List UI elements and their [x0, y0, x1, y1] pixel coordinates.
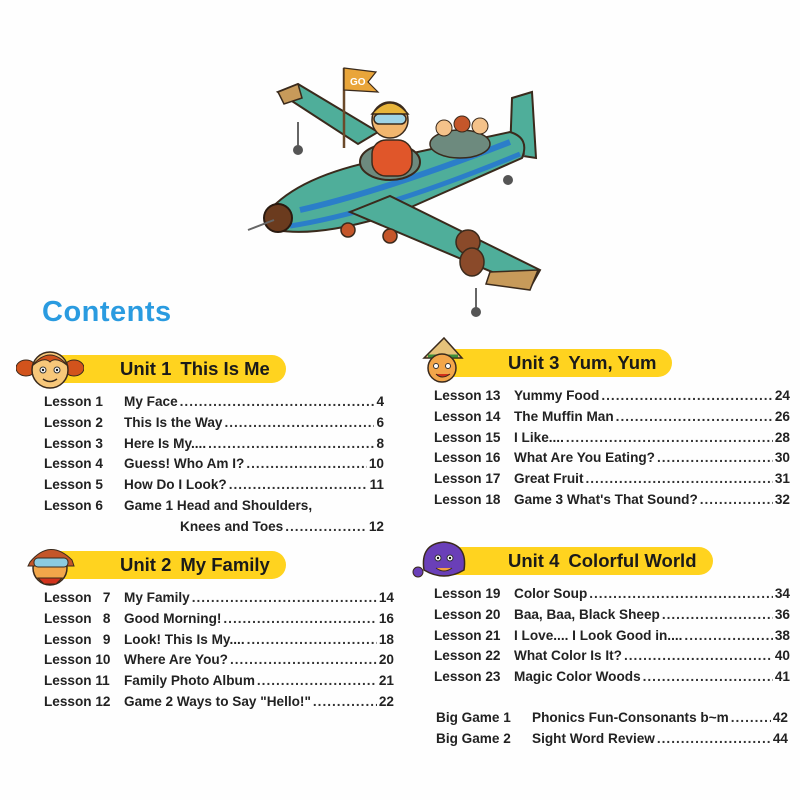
page-number: 21: [378, 673, 394, 689]
page-title: Contents: [42, 296, 172, 328]
unit-number: Unit 4: [508, 550, 560, 571]
lesson-title: Great Fruit: [514, 471, 584, 487]
page-number: 32: [774, 491, 790, 507]
unit-header: [410, 346, 790, 386]
leader-dots: [230, 650, 377, 671]
lesson-number: Lesson 12: [44, 693, 111, 709]
lesson-title: What Color Is It?: [514, 648, 622, 664]
lesson-list: [16, 588, 394, 713]
lesson-row[interactable]: [44, 609, 394, 630]
leader-dots: [257, 671, 377, 692]
lesson-title: I Like....: [514, 429, 564, 445]
lesson-list: [16, 392, 384, 538]
leader-dots: [616, 407, 773, 428]
lesson-number: Big Game 1: [436, 710, 511, 725]
unit-number: Unit 2: [120, 554, 172, 575]
page-number: 10: [368, 456, 384, 472]
lesson-number: Lesson 2: [44, 414, 103, 430]
page-number: 20: [378, 652, 394, 668]
lesson-number: Lesson 11: [44, 673, 110, 689]
big-game-row[interactable]: [436, 708, 788, 729]
lesson-number: Lesson 8: [44, 610, 111, 626]
leader-dots: [643, 667, 773, 688]
lesson-title: Sight Word Review: [532, 730, 655, 746]
lesson-row[interactable]: [44, 692, 394, 713]
pilot-boy-icon: [16, 538, 84, 588]
unit-name: This Is Me: [180, 358, 270, 379]
lesson-number: Lesson 19: [434, 586, 501, 601]
lesson-row[interactable]: [44, 650, 394, 671]
lesson-row[interactable]: [434, 584, 790, 605]
leader-dots: [684, 626, 772, 647]
page-number: 41: [774, 669, 790, 685]
page-number: 28: [774, 429, 790, 445]
lesson-number: Lesson 15: [434, 429, 501, 445]
lesson-row[interactable]: [434, 646, 790, 667]
page-number: 14: [378, 590, 394, 605]
page-number: 6: [376, 414, 384, 430]
unit-2-section: [16, 548, 392, 713]
lesson-title: Baa, Baa, Black Sheep: [514, 606, 660, 622]
airplane-illustration: [240, 62, 560, 322]
flag-text: GO: [350, 77, 366, 88]
lesson-row[interactable]: [434, 428, 790, 449]
lesson-row[interactable]: [434, 469, 790, 490]
lesson-title: Here Is My....: [124, 435, 207, 451]
leader-dots: [624, 646, 773, 667]
lesson-title: Game 1 Head and Shoulders,: [124, 497, 313, 513]
lesson-row[interactable]: [44, 496, 384, 517]
leader-dots: [313, 692, 377, 713]
lesson-row[interactable]: [44, 588, 394, 609]
lesson-row[interactable]: [434, 448, 790, 469]
sandwich-kid-icon: [410, 336, 478, 386]
unit-3-section: [410, 346, 790, 511]
unit-header: [410, 544, 790, 584]
unit-number: Unit 1: [120, 358, 172, 379]
lesson-number: Lesson 18: [434, 491, 501, 507]
page-number: 8: [376, 435, 384, 451]
page-number: 38: [774, 627, 790, 643]
lesson-title: Yummy Food: [514, 388, 600, 403]
lesson-row[interactable]: [44, 475, 384, 496]
purple-blob-icon: [410, 534, 478, 584]
page-number: 24: [774, 388, 790, 403]
lesson-row[interactable]: [44, 392, 384, 413]
lesson-row[interactable]: [44, 434, 384, 455]
lesson-row[interactable]: [434, 626, 790, 647]
page-number: 42: [772, 710, 788, 725]
lesson-number: Lesson 23: [434, 669, 501, 685]
leader-dots: [586, 469, 773, 490]
lesson-number: Lesson 7: [44, 590, 111, 605]
page-number: 12: [368, 518, 384, 534]
page-number: 31: [774, 471, 790, 487]
lesson-number: Big Game 2: [436, 730, 511, 746]
lesson-number: Lesson 14: [434, 408, 501, 424]
lesson-row[interactable]: [434, 490, 790, 511]
lesson-number: Lesson 6: [44, 497, 103, 513]
big-game-row[interactable]: [436, 729, 788, 750]
page-number: 40: [774, 648, 790, 664]
leader-dots: [208, 434, 374, 455]
lesson-row[interactable]: [44, 413, 384, 434]
leader-dots: [657, 448, 773, 469]
lesson-number: Lesson 3: [44, 435, 103, 451]
lesson-row[interactable]: [44, 517, 384, 538]
leader-dots: [224, 413, 374, 434]
big-game-list: [436, 708, 788, 750]
lesson-title: What Are You Eating?: [514, 450, 655, 466]
page-number: 11: [369, 477, 384, 493]
lesson-number: Lesson 10: [44, 652, 111, 668]
leader-dots: [566, 428, 773, 449]
lesson-title: Game 3 What's That Sound?: [514, 491, 698, 507]
lesson-row[interactable]: [434, 386, 790, 407]
lesson-title: This Is the Way: [124, 414, 223, 430]
lesson-number: Lesson 4: [44, 456, 103, 472]
page-number: 18: [378, 631, 394, 647]
unit-header: [16, 548, 392, 588]
leader-dots: [192, 588, 377, 609]
lesson-row[interactable]: [434, 407, 790, 428]
leader-dots: [589, 584, 773, 605]
leader-dots: [223, 609, 376, 630]
lesson-title: I Love.... I Look Good in....: [514, 627, 683, 643]
lesson-row[interactable]: [44, 454, 384, 475]
lesson-title: Game 2 Ways to Say "Hello!": [124, 693, 311, 709]
lesson-number: Lesson 20: [434, 606, 501, 622]
leader-dots: [601, 386, 773, 407]
leader-dots: [700, 490, 773, 511]
unit-name: My Family: [180, 554, 270, 575]
lesson-number: Lesson 22: [434, 648, 501, 664]
lesson-number: Lesson 9: [44, 631, 111, 647]
lesson-title: My Family: [124, 590, 190, 605]
lesson-title: Phonics Fun-Consonants b~m: [532, 710, 729, 725]
lesson-title: Look! This Is My....: [124, 631, 245, 647]
lesson-title: Good Morning!: [124, 610, 222, 626]
page-number: 36: [774, 606, 790, 622]
unit-header: [16, 352, 392, 392]
page-number: 34: [774, 586, 790, 601]
lesson-title: Family Photo Album: [124, 673, 255, 689]
lesson-number: Lesson 16: [434, 450, 501, 466]
lesson-title: How Do I Look?: [124, 477, 227, 493]
lesson-row[interactable]: [434, 605, 790, 626]
unit-4-section: [410, 544, 790, 688]
lesson-row[interactable]: [44, 630, 394, 651]
lesson-number: Lesson 17: [434, 471, 501, 487]
lesson-row[interactable]: [44, 671, 394, 692]
lesson-title: Guess! Who Am I?: [124, 456, 245, 472]
leader-dots: [247, 630, 377, 651]
leader-dots: [657, 729, 771, 750]
leader-dots: [285, 517, 367, 538]
unit-name: Colorful World: [568, 550, 697, 571]
lesson-row[interactable]: [434, 667, 790, 688]
page-number: 22: [378, 693, 394, 709]
lesson-list: [410, 584, 790, 688]
leader-dots: [246, 454, 367, 475]
page-number: 44: [772, 730, 788, 746]
page-number: 16: [378, 610, 394, 626]
lesson-number: Lesson 21: [434, 627, 501, 643]
lesson-title: My Face: [124, 394, 178, 409]
lesson-number: Lesson 5: [44, 477, 103, 493]
leader-dots: [731, 708, 771, 729]
leader-dots: [229, 475, 368, 496]
page-number: 30: [774, 450, 790, 466]
lesson-list: [410, 386, 790, 511]
lesson-title: Magic Color Woods: [514, 669, 641, 685]
lesson-number: Lesson 13: [434, 388, 501, 403]
lesson-title: Where Are You?: [124, 652, 228, 668]
lesson-title: The Muffin Man: [514, 408, 614, 424]
lesson-title: Knees and Toes: [180, 518, 284, 534]
page-number: 26: [774, 408, 790, 424]
leader-dots: [180, 392, 375, 413]
unit-number: Unit 3: [508, 352, 560, 373]
leader-dots: [662, 605, 773, 626]
page-number: 4: [376, 394, 384, 409]
unit-name: Yum, Yum: [568, 352, 657, 373]
girl-face-icon: [16, 342, 84, 392]
lesson-number: Lesson 1: [44, 394, 103, 409]
lesson-title: Color Soup: [514, 586, 588, 601]
unit-1-section: [16, 352, 392, 538]
